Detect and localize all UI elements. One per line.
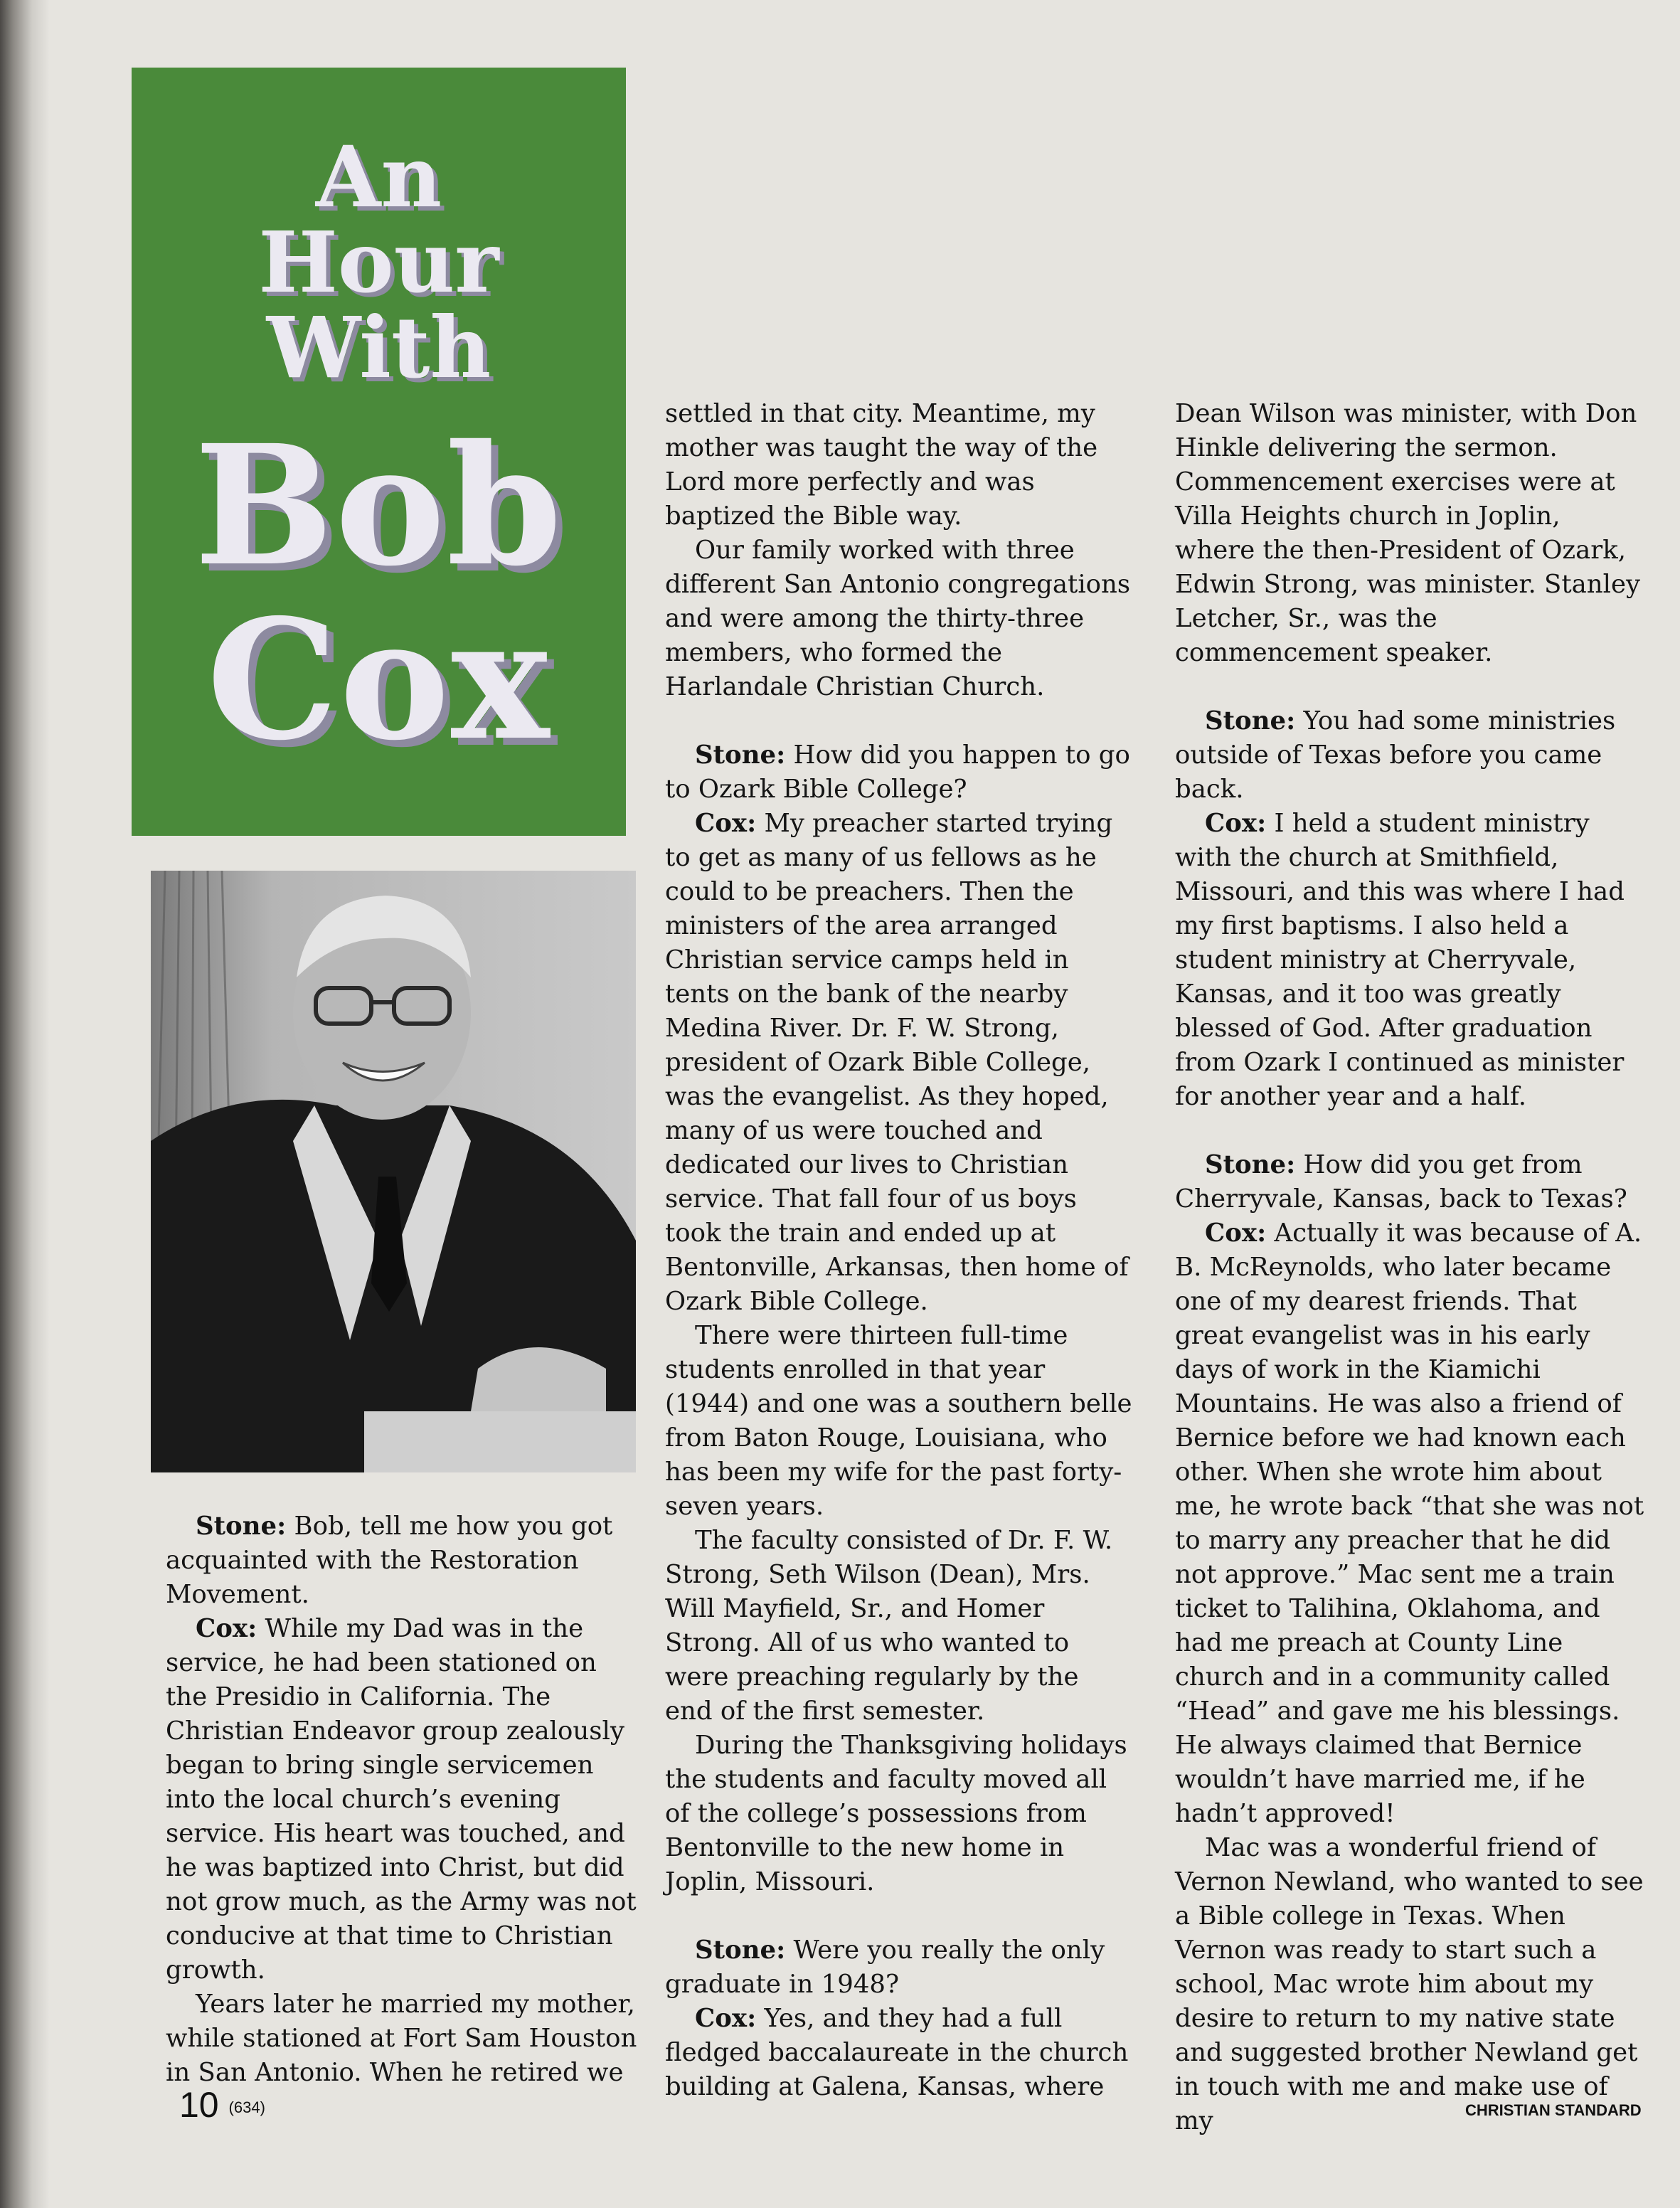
title-panel <box>132 68 626 836</box>
paragraph <box>665 397 1133 534</box>
paragraph <box>665 807 1133 1319</box>
page-number <box>179 2084 265 2125</box>
speaker-label: Stone: <box>1205 706 1296 736</box>
paragraph <box>1175 1216 1648 1831</box>
paragraph-text: Dean Wilson was minister, with Don Hinkle delivering the sermon. Commencement exercises were at Villa Heights church in Joplin, where the then-President of Ozark, Edwin Strong, was minister. Stanley Letcher, Sr., was the commencement speaker. <box>1175 399 1641 667</box>
paragraph <box>665 534 1133 704</box>
paragraph-text: How did you happen to go to Ozark Bible College? <box>665 741 1130 804</box>
title-line-hour: Hour <box>258 213 499 312</box>
paragraph-text: The faculty consisted of Dr. F. W. Strong, Seth Wilson (Dean), Mrs. Will Mayfield, Sr., and Homer Strong. All of us who wanted to were preaching regularly by the end of the first semester. <box>665 1526 1113 1726</box>
title-line-an: An <box>315 127 442 226</box>
paragraph <box>665 1319 1133 1524</box>
paragraph-text: Were you really the only graduate in 1948? <box>665 1936 1105 1999</box>
paragraph <box>665 1524 1133 1729</box>
paragraph-text: There were thirteen full-time students enrolled in that year (1944) and one was a southern belle from Baton Rouge, Louisiana, who has been my wife for the past forty-seven years. <box>665 1321 1132 1521</box>
speaker-label: Cox: <box>695 2004 757 2033</box>
paragraph <box>665 1729 1133 1899</box>
page-spine-shadow <box>0 0 50 2208</box>
paragraph <box>665 2002 1133 2104</box>
speaker-label: Stone: <box>196 1512 287 1541</box>
page-number-value: 10 <box>179 2085 219 2125</box>
title-line-bob: Bob <box>193 408 564 603</box>
paragraph-text: During the Thanksgiving holidays the students and faculty moved all of the college’s possessions from Bentonville to the new home in Joplin, Missouri. <box>665 1731 1127 1896</box>
paragraph <box>1175 1148 1648 1216</box>
paragraph <box>1175 704 1648 807</box>
paragraph-text: Years later he married my mother, while stationed at Fort Sam Houston in San Antonio. When he retired we <box>166 1990 637 2087</box>
paragraph-text: settled in that city. Meantime, my mother was taught the way of the Lord more perfectly and was baptized the Bible way. <box>665 399 1098 531</box>
portrait-illustration <box>151 871 636 1472</box>
paragraph-text: Our family worked with three different San Antonio congregations and were among the thirty-three members, who formed the Harlandale Christian Church. <box>665 536 1131 701</box>
title-line-with: With <box>266 298 491 397</box>
paragraph <box>166 1987 642 2090</box>
speaker-label: Stone: <box>695 1936 786 1965</box>
article-column-2 <box>665 397 1133 2104</box>
paragraph-text: I held a student ministry with the church at Smithfield, Missouri, and this was where I had my first baptisms. I also held a student ministry at Cherryvale, Kansas, and it too was greatly blessed of God. After graduation from Ozark I continued as minister for another year and a half. <box>1175 809 1625 1111</box>
paragraph <box>665 738 1133 807</box>
article-column-3 <box>1175 397 1648 2138</box>
paragraph <box>1175 1831 1648 2138</box>
paragraph-text: Yes, and they had a full fledged baccalaureate in the church building at Galena, Kansas, where <box>665 2004 1129 2101</box>
portrait-photo <box>151 871 636 1472</box>
paragraph-text: You had some ministries outside of Texas before you came back. <box>1175 706 1616 804</box>
paragraph-text: Mac was a wonderful friend of Vernon Newland, who wanted to see a Bible college in Texas. When Vernon was ready to start such a school, Mac wrote him about my desire to return to my native state and suggested brother Newland get in touch with me and make use of my <box>1175 1833 1644 2135</box>
paragraph <box>166 1612 642 1987</box>
speaker-label: Cox: <box>695 809 757 838</box>
speaker-label: Stone: <box>695 741 786 770</box>
paragraph-text: How did you get from Cherryvale, Kansas, back to Texas? <box>1175 1150 1627 1214</box>
paragraph-text: Actually it was because of A. B. McReynolds, who later became one of my dearest friends. That great evangelist was in his early days of work in the Kiamichi Mountains. He was also a friend of Bernice before we had known each other. When she wrote him about me, he wrote back “that she was not to marry any preacher that he did not approve.” Mac sent me a train ticket to Talihina, Oklahoma, and had me preach at County Line church and in a community called “Head” and gave me his blessings. He always claimed that Bernice wouldn’t have married me, if he hadn’t approved! <box>1175 1219 1644 1828</box>
speaker-label: Cox: <box>1205 809 1267 838</box>
paragraph-text: While my Dad was in the service, he had been stationed on the Presidio in California. The Christian Endeavor group zealously began to bring single servicemen into the local church’s evening service. His heart was touched, and he was baptized into Christ, but did not grow much, as the Army was not conducive at that time to Christian growth. <box>166 1614 637 1985</box>
paragraph-text: Bob, tell me how you got acquainted with the Restoration Movement. <box>166 1512 613 1609</box>
paragraph <box>166 1509 642 1612</box>
title-line-cox: Cox <box>206 583 551 777</box>
paragraph-text: My preacher started trying to get as many of us fellows as he could to be preachers. Then the ministers of the area arranged Christian service camps held in tents on the bank of the nearby Medina River. Dr. F. W. Strong, president of Ozark Bible College, was the evangelist. As they hoped, many of us were touched and dedicated our lives to Christian service. That fall four of us boys took the train and ended up at Bentonville, Arkansas, then home of Ozark Bible College. <box>665 809 1129 1316</box>
speaker-label: Stone: <box>1205 1150 1296 1179</box>
article-column-1 <box>166 1509 642 2090</box>
speaker-label: Cox: <box>196 1614 257 1643</box>
paragraph <box>665 1933 1133 2002</box>
paragraph <box>1175 397 1648 670</box>
running-title: CHRISTIAN STANDARD <box>1465 2101 1642 2119</box>
speaker-label: Cox: <box>1205 1219 1267 1248</box>
page-number-sub: (634) <box>228 2098 265 2116</box>
paragraph <box>1175 807 1648 1114</box>
